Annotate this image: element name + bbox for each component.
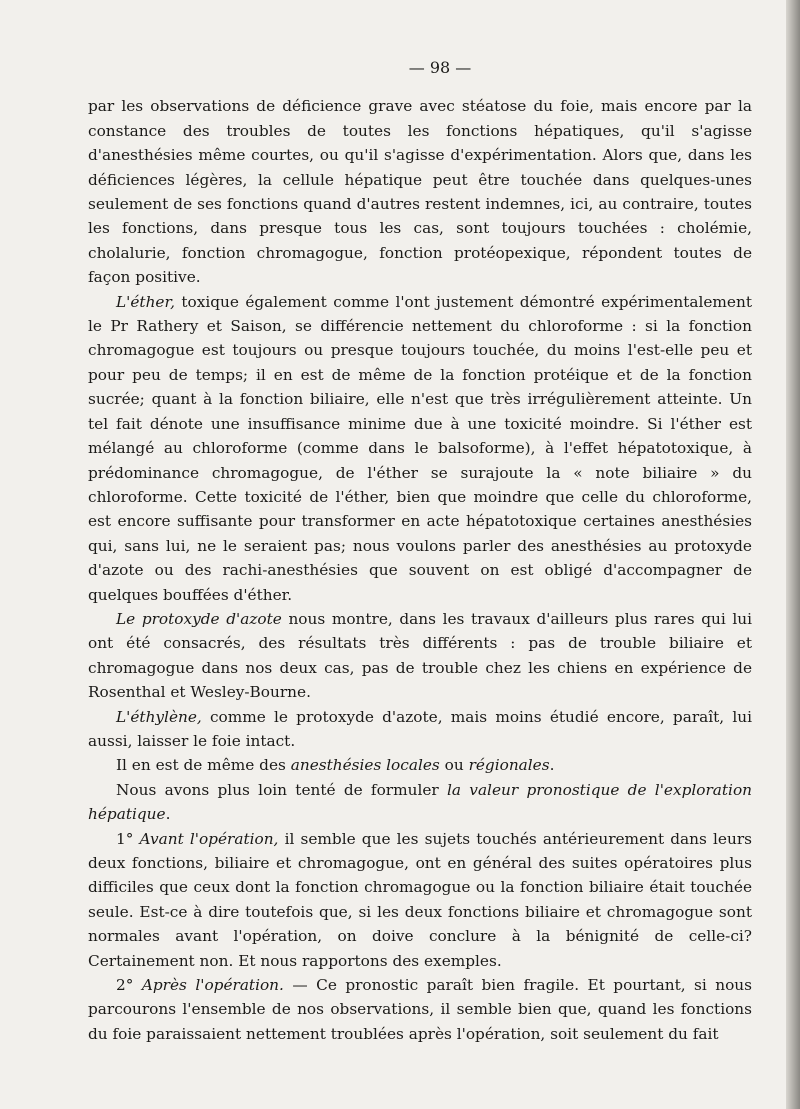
paragraph-protoxyde: [88, 607, 752, 705]
paragraph-ethylene: [88, 705, 752, 754]
page-edge-shadow: [786, 0, 800, 1109]
paragraph-anesthesies-locales: [88, 753, 752, 777]
paragraph-emphasis: la valeur pronostique de l'exploration hépatique: [88, 780, 753, 824]
paragraph-steatose: [88, 94, 752, 289]
paragraph-text: ou: [439, 756, 469, 775]
paragraph-text: Nous avons plus loin tenté de formuler: [116, 780, 448, 799]
paragraph-lead: L'éther,: [116, 292, 175, 311]
paragraph-lead: Après l'opération.: [141, 976, 284, 995]
paragraph-text: .: [549, 756, 555, 775]
paragraph-emphasis: anesthésies locales: [290, 756, 440, 775]
paragraph-text: Il en est de même des: [116, 756, 291, 775]
paragraph-text: .: [165, 805, 171, 824]
paragraph-ether: [88, 290, 752, 607]
paragraph-text: il semble que les sujets touchés antérieurement dans leurs deux fonctions, biliaire et chromagogue, ont en général des suites opératoires plus difficiles que ceux dont la fonction chromagogue ou la fonction biliaire était touchée seule. Est-ce à dire toutefois que, si les deux fonctions biliaire et chromagogue sont normales avant l'opération, on doive conclure à la bénignité de celle-ci? Certainement non. Et nous rapportons des exemples.: [88, 829, 752, 970]
paragraph-valeur-pronostique: [88, 778, 752, 827]
paragraph-text: nous montre, dans les travaux d'ailleurs plus rares qui lui ont été consacrés, des résultats très différents : pas de trouble biliaire et chromagogue dans nos deux cas, pas de trouble chez les chiens en expérience de Rosenthal et Wesley-Bourne.: [88, 609, 752, 702]
paragraph-text: par les observations de déficience grave avec stéatose du foie, mais encore par la constance des troubles de toutes les fonctions hépatiques, qu'il s'agisse d'anesthésies même courtes, ou qu'il s'agisse d'expérimentation. Alors que, dans les déficiences légères, la cellule hépatique peut être touchée dans quelques-unes seulement de ses fonctions quand d'autres restent indemnes, ici, au contraire, toutes les fonctions, dans presque tous les cas, sont toujours touchées : cholémie, cholalurie, fonction chromagogue, fonction protéopexique, répondent toutes de façon positive.: [88, 97, 752, 287]
list-number: 2°: [116, 976, 142, 995]
paragraph-avant-operation: [88, 827, 752, 973]
paragraph-emphasis: régionales: [468, 756, 550, 775]
list-number: 1°: [116, 829, 140, 848]
paragraph-text: comme le protoxyde d'azote, mais moins étudié encore, paraît, lui aussi, laisser le foie intact.: [88, 707, 752, 750]
paragraph-lead: Avant l'opération,: [139, 829, 279, 848]
paragraph-lead: L'éthylène,: [116, 707, 202, 726]
paragraph-lead: Le protoxyde d'azote: [116, 609, 282, 628]
document-page: [88, 56, 752, 1046]
paragraph-text: toxique également comme l'ont justement démontré expérimentalement le Pr Rathery et Saison, se différencie nettement du chloroforme : si la fonction chromagogue est toujours ou presque toujours touchée, du moins l'est-elle peu et pour peu de temps; il en est de même de la fonction protéique et de la fonction sucrée; quant à la fonction biliaire, elle n'est que très irrégulièrement atteinte. Un tel fait dénote une insuffisance minime due à une toxicité moindre. Si l'éther est mélangé au chloroforme (comme dans le balsoforme), à l'effet hépatotoxique, à prédominance chromagogue, de l'éther se surajoute la « note biliaire » du chloroforme. Cette toxicité de l'éther, bien que moindre que celle du chloroforme, est encore suffisante pour transformer en acte hépatotoxique certaines anesthésies qui, sans lui, ne le seraient pas; nous voulons parler des anesthésies au protoxyde d'azote ou des rachi-anesthésies que souvent on est obligé d'accompagner de quelques bouffées d'éther.: [88, 292, 752, 604]
paragraph-text: — Ce pronostic paraît bien fragile. Et pourtant, si nous parcourons l'ensemble de nos observations, il semble bien que, quand les fonctions du foie paraissaient nettement troublées après l'opération, soit seulement du fait: [88, 976, 752, 1043]
paragraph-apres-operation: [88, 973, 752, 1046]
page-number: — 98 —: [408, 58, 472, 77]
